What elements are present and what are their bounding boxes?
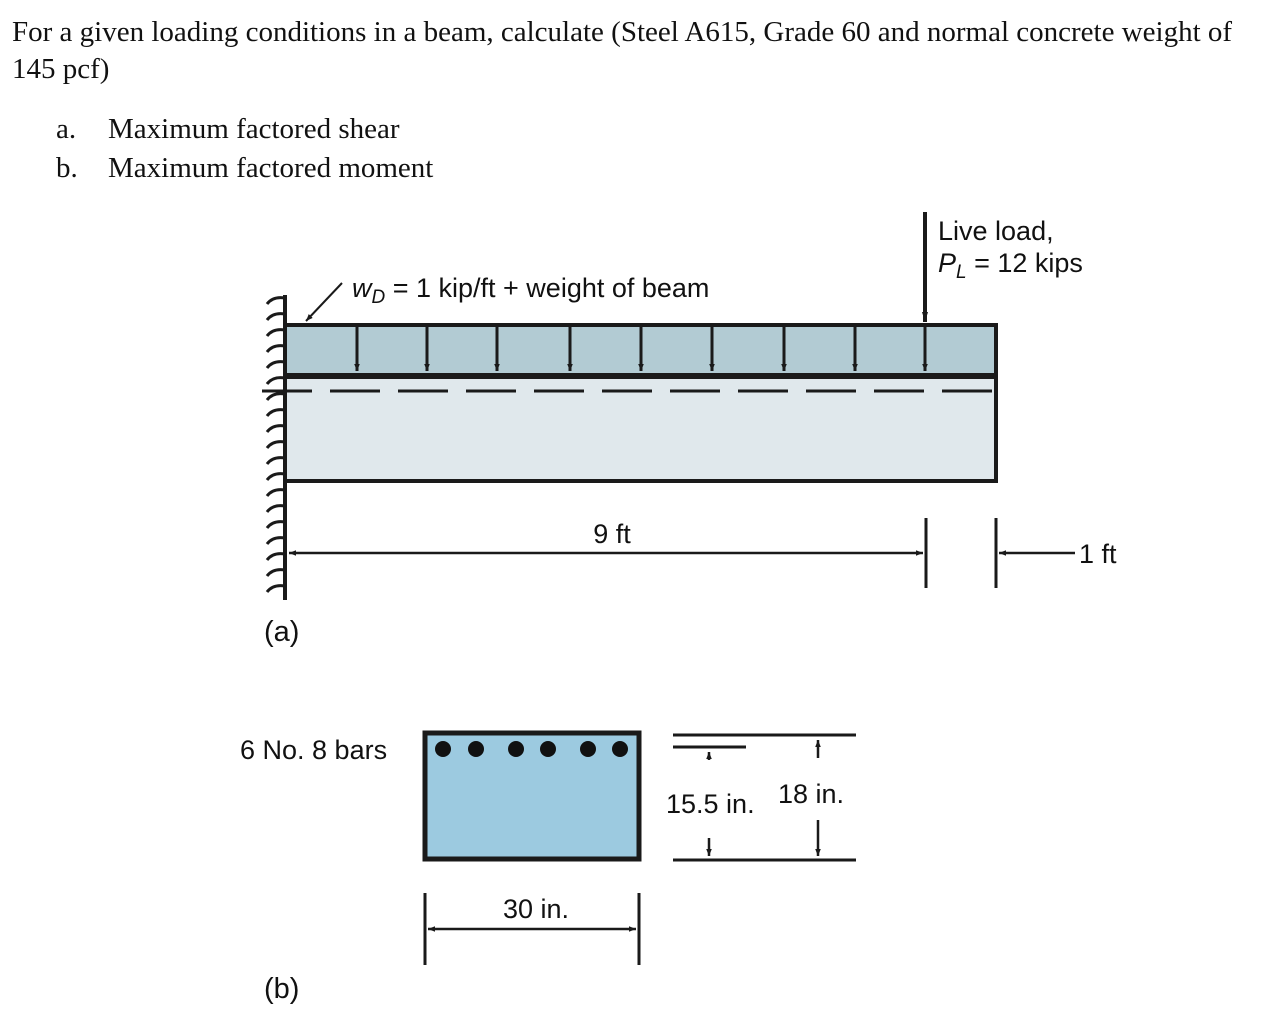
span-dimension [289,518,1075,588]
beam [285,377,996,481]
effective-depth-label: 15.5 in. [666,789,755,819]
rebar-1 [435,741,451,757]
part-a-letter: a. [56,113,77,145]
dead-load-label: $w_D = 1$ kip/ft + weight of beam [352,273,710,308]
part-b-text: Maximum factored moment [108,152,434,184]
fixed-support [267,295,285,600]
rebar-4 [540,741,556,757]
figure-b [240,733,856,1005]
overhang-label: 1 ft [1079,539,1117,569]
live-load-label-line2: $P_L = 12$ kips [938,248,1083,283]
beam-cross-section [425,733,639,859]
span-label: 9 ft [593,519,631,549]
problem-statement: For a given loading conditions in a beam, calculate (Steel A615, Grade 60 and normal concrete weight of 145 pcf) [12,16,1233,85]
part-b-letter: b. [56,152,78,184]
live-load-label-line1: Live load, [938,216,1054,246]
figure-a [262,212,1117,648]
width-label: 30 in. [502,894,570,924]
figure-b-caption: (b) [264,973,300,1005]
total-depth-label: 18 in. [778,779,845,809]
rebar-5 [580,741,596,757]
bars-label: 6 No. 8 bars [240,735,388,765]
part-a-text: Maximum factored shear [108,113,400,145]
figure-a-caption: (a) [264,616,300,648]
rebar-6 [612,741,628,757]
rebar-3 [508,741,524,757]
dead-load-leader [306,283,342,321]
rebar-2 [468,741,484,757]
